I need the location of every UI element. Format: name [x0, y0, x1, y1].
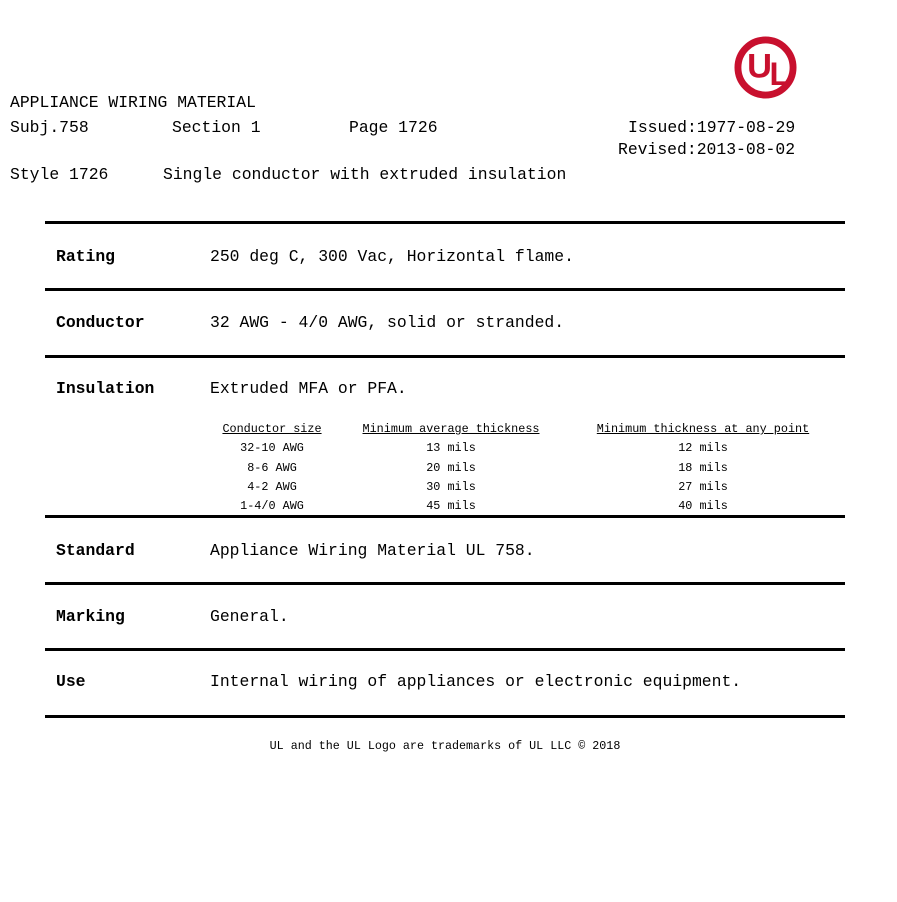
- subject-number: Subj.758: [10, 118, 89, 137]
- section-number: Section 1: [172, 118, 261, 137]
- table-cell: 40 mils: [678, 499, 728, 514]
- ul-logo: [734, 36, 797, 99]
- insulation-thickness-table: [187, 420, 861, 516]
- table-cell: 4-2 AWG: [247, 479, 297, 494]
- table-cell: 20 mils: [426, 460, 476, 475]
- revised-date: Revised:2013-08-02: [618, 140, 796, 159]
- table-cell: 13 mils: [426, 441, 476, 456]
- col-header-conductor-size: Conductor size: [222, 422, 322, 436]
- section-divider: [45, 288, 845, 291]
- conductor-value: 32 AWG - 4/0 AWG, solid or stranded.: [210, 313, 565, 332]
- trademark-notice: UL and the UL Logo are trademarks of UL LLC © 2018: [269, 739, 621, 753]
- conductor-label: Conductor: [56, 313, 145, 332]
- section-divider: [45, 221, 845, 224]
- rating-label: Rating: [56, 247, 116, 266]
- standard-value: Appliance Wiring Material UL 758.: [210, 541, 535, 560]
- table-cell: 45 mils: [426, 499, 476, 514]
- table-cell: 30 mils: [426, 479, 476, 494]
- page-number: Page 1726: [349, 118, 438, 137]
- insulation-label: Insulation: [56, 379, 155, 398]
- marking-value: General.: [210, 607, 289, 626]
- col-header-min-average-thickness: Minimum average thickness: [362, 422, 540, 436]
- document-title: APPLIANCE WIRING MATERIAL: [10, 93, 256, 112]
- rating-value: 250 deg C, 300 Vac, Horizontal flame.: [210, 247, 574, 266]
- table-cell: 18 mils: [678, 460, 728, 475]
- section-divider: [45, 715, 845, 718]
- use-value: Internal wiring of appliances or electronic equipment.: [210, 672, 742, 691]
- issued-date: Issued:1977-08-29: [628, 118, 796, 137]
- section-divider: [45, 355, 845, 358]
- section-divider: [45, 648, 845, 651]
- style-number: Style 1726: [10, 165, 109, 184]
- col-header-min-thickness-any-point: Minimum thickness at any point: [596, 422, 810, 436]
- use-label: Use: [56, 672, 86, 691]
- ul-logo-letter-l: L: [769, 56, 790, 93]
- style-description: Single conductor with extruded insulation: [163, 165, 567, 184]
- insulation-value: Extruded MFA or PFA.: [210, 379, 407, 398]
- standard-label: Standard: [56, 541, 135, 560]
- marking-label: Marking: [56, 607, 125, 626]
- table-cell: 27 mils: [678, 479, 728, 494]
- table-cell: 32-10 AWG: [240, 441, 304, 456]
- table-cell: 8-6 AWG: [247, 460, 297, 475]
- ul-logo-letter-u: U: [747, 47, 773, 86]
- section-divider: [45, 582, 845, 585]
- table-cell: 1-4/0 AWG: [240, 499, 304, 514]
- table-cell: 12 mils: [678, 441, 728, 456]
